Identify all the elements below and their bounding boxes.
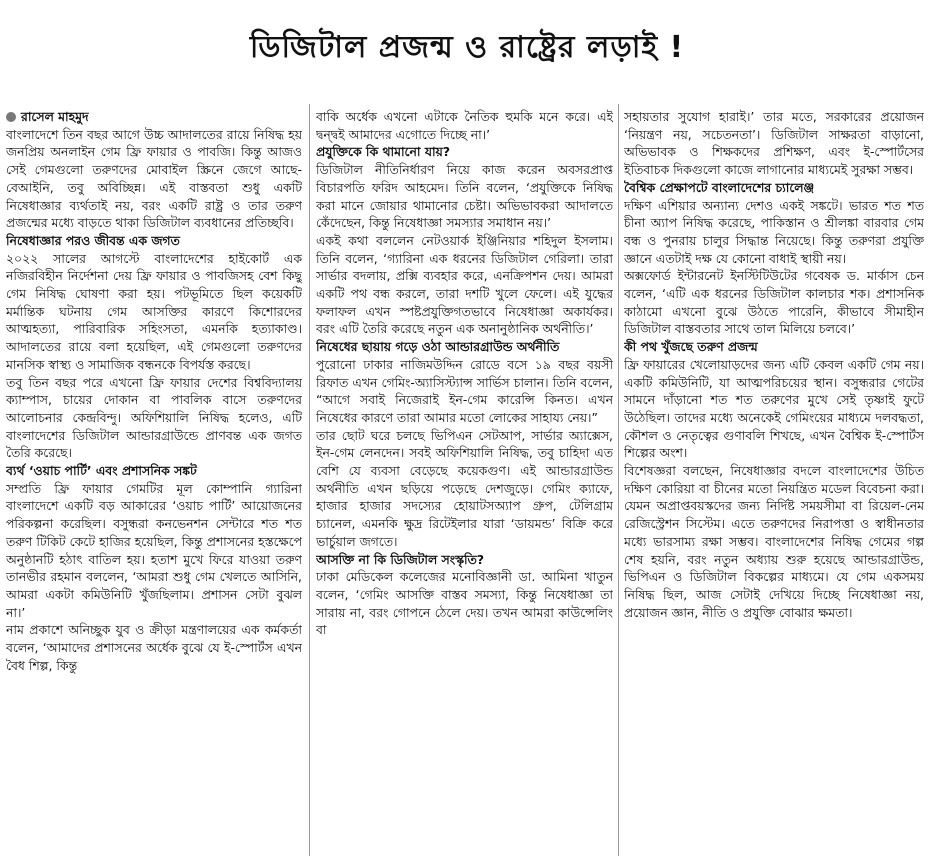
subheading: নিষেধাজ্ঞার পরও জীবন্ত এক জগত <box>6 232 180 248</box>
paragraph: ডিজিটাল নীতিনির্ধারণ নিয়ে কাজ করেন অবসরপ্রাপ্ত বিচারপতি ফরিদ আহমেদ। তিনি বলেন, ‘প্রযুক্তিকে নিষিদ্ধ করা মানে জোয়ার থামানোর চেষ্টা। অভিভাবকরা আদালতে কেঁদেছেন, কিন্তু নিষেধাজ্ঞা সমস্যার সমাধান নয়।’ <box>316 162 613 231</box>
column-2 <box>316 108 613 860</box>
paragraph: একই কথা বললেন নেটওয়ার্ক ইঞ্জিনিয়ার শহিদুল ইসলাম। তিনি বলেন, ‘গ্যারিনা এক ধরনের ডিজিটাল গেরিলা। তারা সার্ভার বদলায়, প্রক্সি ব্যবহার করে, এনক্রিপশন দেয়। আমরা একটি পথ বন্ধ করলে, তারা দশটি খুলে ফেলে। এই যুদ্ধের ফলাফল এখন স্পষ্টপ্রযুক্তিগতভাবে নিষেধাজ্ঞা অকার্যকর। বরং এটি তৈরি করেছে নতুন এক অনানুষ্ঠানিক অর্থনীতি।’ <box>316 232 613 337</box>
paragraph: সম্প্রতি ফ্রি ফায়ার গেমটির মূল কোম্পানি গ্যারিনা বাংলাদেশে একটি বড় আকারের ‘ওয়াচ পার্টি’ আয়োজনের পরিকল্পনা করেছিল। বসুন্ধরা কনভেনশন সেন্টারে শত শত তরুণ টিকিট কেটে হাজির হয়েছিল, কিন্তু প্রশাসনের হস্তক্ষেপে অনুষ্ঠানটি হঠাৎ বাতিল হয়। হতাশ মুখে ফিরে যাওয়া তরুণ তানভীর রহমান বললেন, ‘আমরা শুধু গেম খেলতে আসিনি, আমরা একটা কমিউনিটি খুঁজছিলাম। প্রশাসন সেটা বুঝল না।’ <box>6 480 302 620</box>
paragraph: ঢাকা মেডিকেল কলেজের মনোবিজ্ঞানী ডা. আমিনা খাতুন বলেন, ‘গেমিং আসক্তি বাস্তব সমস্যা, কিন্তু নিষেধাজ্ঞা তা সারায় না, বরং গোপনে ঠেলে দেয়। তখন আমরা কাউন্সেলিং বা <box>316 569 613 638</box>
column-divider <box>309 104 310 856</box>
column-divider <box>618 104 619 856</box>
column-3 <box>624 108 924 860</box>
subheading: প্রযুক্তিকে কি থামানো যায়? <box>316 144 451 160</box>
paragraph: পুরোনো ঢাকার নাজিমউদ্দিন রোডে বসে ১৯ বছর বয়সী রিফাত এখন গেমিং-অ্যাসিস্ট্যান্স সার্ভিস চালান। তিনি বলেন, “আগে সবাই নিজেরাই ইন-গেম কারেন্সি কিনত। এখন নিষেধের কারণে তারা আমার মতো লোকের সাহায্য নেয়।” <box>316 356 613 425</box>
headline: ডিজিটাল প্রজন্ম ও রাষ্ট্রের লড়াই ! <box>249 29 685 65</box>
author-name: রাসেল মাহমুদ <box>21 109 89 124</box>
paragraph: বাকি অর্ধেক এখনো এটাকে নৈতিক হুমকি মনে করে। এই দ্বন্দ্বই আমাদের এগোতে দিচ্ছে না।’ <box>316 109 613 142</box>
paragraph: বিশেষজ্ঞরা বলছেন, নিষেধাজ্ঞার বদলে বাংলাদেশের উচিত দক্ষিণ কোরিয়া বা চীনের মতো নিয়ন্ত্রিত মডেল বিবেচনা করা। যেমন অপ্রাপ্তবয়স্কদের জন্য নির্দিষ্ট সময়সীমা বা রিয়েল-নেম রেজিস্ট্রেশন সিস্টেম। এতে তরুণদের নিরাপত্তা ও স্বাধীনতার মধ্যে ভারসাম্য রক্ষা সম্ভব। বাংলাদেশের নিষিদ্ধ গেমের গল্প শেষ হয়নি, বরং নতুন অধ্যায় শুরু হয়েছে আন্ডারগ্রাউন্ড, ভিপিএন ও ডিজিটাল বিকল্পের মাধ্যমে। যে গেম একসময় নিষিদ্ধ ছিল, আজ সেটাই দেখিয়ে দিচ্ছে নিষেধাজ্ঞা নয়, প্রয়োজন জ্ঞান, নীতি ও প্রযুক্তি বোঝার ক্ষমতা। <box>624 463 924 620</box>
subheading: আসক্তি না কি ডিজিটাল সংস্কৃতি? <box>316 551 485 567</box>
paragraph: অক্সফোর্ড ইন্টারনেট ইনস্টিটিউটের গবেষক ড. মার্কাস চেন বলেন, ‘এটি এক ধরনের ডিজিটাল কালচার শক। প্রশাসনিক কাঠামো এখনো বুঝে উঠতে পারেনি, কীভাবে সীমাহীন ডিজিটাল বাস্তবতার সাথে তাল মিলিয়ে চলবে।’ <box>624 268 924 337</box>
bullet-icon <box>6 112 16 122</box>
paragraph: তবু তিন বছর পরে এখনো ফ্রি ফায়ার দেশের বিশ্ববিদ্যালয় ক্যাম্পাস, চায়ের দোকান বা পাবলিক বাসে তরুণদের আলোচনার কেন্দ্রবিন্দু। অফিশিয়ালি নিষিদ্ধ হলেও, এটি বাংলাদেশের ডিজিটাল আন্ডারগ্রাউন্ডে প্রাণবন্ত এক জগত তৈরি করেছে। <box>6 374 302 461</box>
paragraph: বাংলাদেশে তিন বছর আগে উচ্চ আদালতের রায়ে নিষিদ্ধ হয় জনপ্রিয় অনলাইন গেম ফ্রি ফায়ার ও পাবজি। কিন্তু আজও সেই গেমগুলো তরুণদের মোবাইল স্ক্রিনে জেগে আছে- বেআইনি, তবু অবিচ্ছিন্ন। এই বাস্তবতা শুধু একটি নিষেধাজ্ঞার ব্যর্থতাই নয়, বরং একটি রাষ্ট্র ও তার তরুণ প্রজন্মের মধ্যে বাড়তে থাকা ডিজিটাল ব্যবধানের প্রতিচ্ছবি। <box>6 126 302 231</box>
column-1 <box>6 108 302 860</box>
paragraph: দক্ষিণ এশিয়ার অন্যান্য দেশও একই সঙ্কটে। ভারত শত শত চীনা অ্যাপ নিষিদ্ধ করেছে, পাকিস্তান ও শ্রীলঙ্কা বারবার গেম বন্ধ ও পুনরায় চালুর সিদ্ধান্ত নিয়েছে। কিন্তু তরুণরা প্রযুক্তি জ্ঞানে এতটাই দক্ষ যে কোনো বাধাই স্থায়ী নয়। <box>624 197 924 266</box>
byline <box>6 108 302 126</box>
paragraph: ফ্রি ফায়ারের খেলোয়াড়দের জন্য এটি কেবল একটি গেম নয়। একটি কমিউনিটি, যা আত্মপরিচয়ের স্থান। বসুন্ধরার গেটের সামনে দাঁড়ানো শত শত তরুণের মুখে সেই তৃষ্ণাই ফুটে উঠেছিল। তাদের মধ্যে অনেকেই গেমিংয়ের মাধ্যমে দলবদ্ধতা, কৌশল ও নেতৃত্বের গুণাবলি শিখছে, এখন বৈশ্বিক ই-স্পোর্টস শিল্পের অংশ। <box>624 356 924 461</box>
subheading: কী পথ খুঁজছে তরুণ প্রজন্ম <box>624 339 758 355</box>
subheading: বৈশ্বিক প্রেক্ষাপটে বাংলাদেশের চ্যালেঞ্জ <box>624 179 815 195</box>
paragraph: ২০২২ সালের আগস্টে বাংলাদেশের হাইকোর্ট এক নজিরবিহীন নির্দেশনা দেয় ফ্রি ফায়ার ও পাবজিসহ বেশ কিছু গেম নিষিদ্ধ ঘোষণা করা হয়। পটভূমিতে ছিল কয়েকটি মর্মান্তিক ঘটনায় গেম আসক্তির কারণে কিশোরদের আত্মহত্যা, পারিবারিক সহিংসতা, এমনকি হত্যাকাণ্ড। আদালতের রায়ে বলা হয়েছিল, এই গেমগুলো তরুণদের মানসিক স্বাস্থ্য ও সামাজিক বন্ধনকে বিপর্যস্ত করছে। <box>6 250 302 372</box>
subheading: নিষেধের ছায়ায় গড়ে ওঠা আন্ডারগ্রাউন্ড অর্থনীতি <box>316 339 560 355</box>
paragraph: নাম প্রকাশে অনিচ্ছুক যুব ও ক্রীড়া মন্ত্রণালয়ের এক কর্মকর্তা বলেন, ‘আমাদের প্রশাসনের অর্ধেক বুঝে যে ই-স্পোর্টস এখন বৈধ শিল্প, কিন্তু <box>6 622 302 673</box>
subheading: ব্যর্থ ‘ওয়াচ পার্টি’ এবং প্রশাসনিক সঙ্কট <box>6 463 197 479</box>
paragraph: তার ছোট ঘরে চলছে ভিপিএন সেটআপ, সার্ভার অ্যাক্সেস, ইন-গেম লেনদেন। সবই অফিশিয়ালি নিষিদ্ধ, তবু চাহিদা এত বেশি যে ব্যবসা বেড়েছে কয়েকগুণ। এই আন্ডারগ্রাউন্ড অর্থনীতি এখন ছড়িয়ে পড়েছে দেশজুড়ে। গেমিং ক্যাফে, হাজার হাজার সদস্যের হোয়াটসঅ্যাপ গ্রুপ, টেলিগ্রাম চ্যানেল, এমনকি ক্ষুদ্র রিটেইলার যারা ‘ডায়মন্ড’ বিক্রি করে ভার্চুয়াল জগতে। <box>316 427 613 549</box>
paragraph: সহায়তার সুযোগ হারাই।’ তার মতে, সরকারের প্রয়োজন ‘নিয়ন্ত্রণ নয়, সচেতনতা’। ডিজিটাল সাক্ষরতা বাড়ানো, অভিভাবক ও শিক্ষকদের প্রশিক্ষণ, এবং ই-স্পোর্টসের ইতিবাচক দিকগুলো কাজে লাগানোর মাধ্যমেই সুরক্ষা সম্ভব। <box>624 109 924 178</box>
